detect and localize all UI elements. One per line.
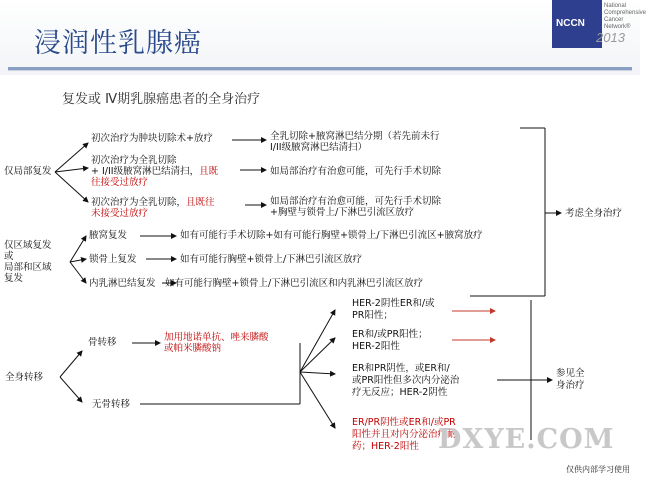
local-cond-2-red: 且既 (199, 166, 219, 177)
outcome-3-line2: 或PR阳性但多次内分泌治 (352, 375, 460, 386)
local-action-3-line1: 如局部治疗有治愈可能，可先行手术切除 (270, 196, 442, 207)
arrow-bone (60, 351, 82, 377)
local-cond-2-line3: 往接受过放疗 (91, 177, 149, 188)
arrow-regional-2 (70, 259, 86, 262)
regional-label-line1: 仅区域复发 (4, 240, 52, 251)
outcome-2-line1: ER和/或PR阳性； (352, 329, 428, 340)
bone-metastasis-label: 骨转移 (88, 337, 117, 348)
arrow-outcome-3 (300, 372, 335, 374)
local-cond-3-red: 且既往 (186, 197, 215, 208)
see-systemic-line1: 参见全 (556, 368, 585, 379)
internal-use-note: 仅供内部学习使用 (566, 465, 630, 474)
arrow-outcome-4 (300, 372, 335, 428)
outcome-1-line2: PR阳性； (352, 310, 393, 321)
bone-drug-line2: 或帕米膦酸钠 (164, 343, 222, 354)
page-title: 浸润性乳腺癌 (34, 28, 202, 59)
local-action-2: 如局部治疗有治愈可能，可先行手术切除 (270, 166, 442, 177)
systemic-label: 全身转移 (5, 372, 44, 383)
regional-action-3: 如有可能行胸壁+锁骨上/下淋巴引流区和内乳淋巴引流区放疗 (165, 278, 424, 289)
regional-cond-1: 腋窝复发 (89, 230, 128, 241)
see-systemic-line2: 身治疗 (556, 380, 585, 391)
local-cond-3-line1-text: 初次治疗为全乳切除， (91, 197, 187, 208)
local-cond-2-line2-text: + I/II级腋窝淋巴结清扫， (91, 166, 200, 177)
watermark: DXYE.COM (438, 424, 615, 455)
regional-label-line3: 局部和区域 (4, 262, 52, 273)
regional-cond-2: 锁骨上复发 (89, 254, 137, 265)
arrow-local-3 (55, 172, 88, 202)
outcome-2-line2: HER-2阳性 (352, 341, 400, 352)
outcome-4-line3: 药；HER-2阳性 (352, 441, 419, 452)
no-bone-metastasis-label: 无骨转移 (92, 399, 131, 410)
arrow-regional-3 (70, 262, 86, 283)
arrow-local-2 (55, 168, 88, 172)
bone-drug-line1: 加用地诺单抗、唑来膦酸 (164, 332, 269, 343)
regional-action-1: 如有可能行手术切除+如有可能行胸壁+锁骨上/下淋巴引流区+腋窝放疗 (180, 230, 483, 241)
arrow-regional-1 (70, 236, 86, 262)
page-subtitle: 复发或 Ⅳ期乳腺癌患者的全身治疗 (62, 92, 261, 107)
local-cond-1: 初次治疗为肿块切除术+放疗 (91, 133, 213, 144)
outcome-1-line1: HER-2阴性ER和/或 (352, 298, 435, 309)
local-recurrence-label: 仅局部复发 (4, 166, 52, 177)
arrow-local-1 (55, 143, 88, 172)
local-cond-2-line1: 初次治疗为全乳切除 (91, 155, 177, 166)
outcome-4-line1: ER/PR阴性或ER和/或PR (352, 417, 456, 428)
arrow-outcome-2 (300, 338, 335, 372)
local-action-1-line2: I/II级腋窝淋巴结清扫） (270, 142, 368, 153)
local-action-3-line2: +胸壁与锁骨上/下淋巴引流区放疗 (270, 207, 415, 218)
regional-label-line4: 复发 (4, 273, 24, 284)
regional-action-2: 如有可能行胸壁+锁骨上/下淋巴引流区放疗 (180, 254, 363, 265)
consider-systemic-label: 考虑全身治疗 (565, 208, 623, 219)
arrow-no-bone (60, 377, 82, 402)
local-action-1-line1: 全乳切除+腋窝淋巴结分期（若先前未行 (270, 131, 440, 142)
outcome-4-line2: 阳性并且对内分泌治疗耐 (352, 429, 457, 440)
local-cond-3-line2: 未接受过放疗 (91, 208, 149, 219)
nccn-logo-caption: National Comprehensive Cancer Network® (604, 3, 646, 30)
regional-label-line2: 或 (4, 251, 14, 262)
regional-cond-3: 内乳淋巴结复发 (89, 278, 156, 289)
arrow-outcome-1 (300, 310, 335, 372)
year-label: 2013 (596, 30, 625, 45)
nccn-logo-text: NCCN (556, 18, 585, 29)
outcome-3-line1: ER和PR阴性，或ER和/ (352, 363, 450, 374)
outcome-3-line3: 疗无反应；HER-2阴性 (352, 387, 448, 398)
local-cond-3-line1 (91, 197, 215, 208)
local-cond-2-line2 (91, 166, 218, 177)
